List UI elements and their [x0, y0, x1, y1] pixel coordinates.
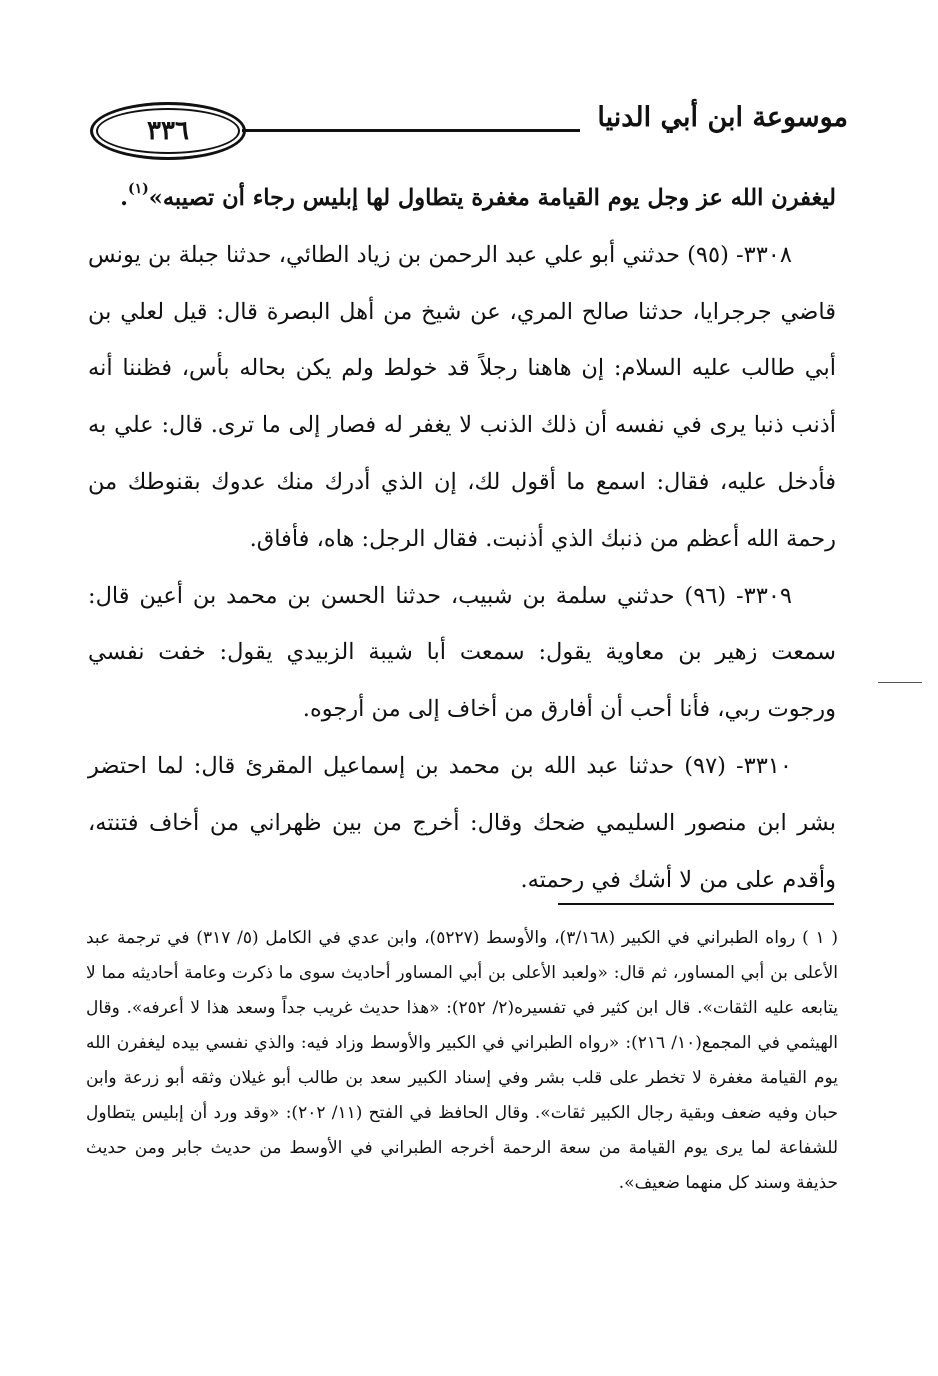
- hadith-3309: ٣٣٠٩- (٩٦) حدثني سلمة بن شبيب، حدثنا الحسن بن محمد بن أعين قال: سمعت زهير بن معاوية يقول: سمعت أبا شيبة الزبيدي يقول: خفت نفسي ورجوت ربي، فأنا أحب أن أفارق من أخاف إلى من أرجوه.: [88, 582, 836, 723]
- continuation-line: [88, 170, 836, 227]
- main-text: [88, 170, 836, 908]
- hadith-3310: ٣٣١٠- (٩٧) حدثنا عبد الله بن محمد بن إسماعيل المقرئ قال: لما احتضر بشر ابن منصور السليمي ضحك وقال: أخرج من بين ظهراني من أخاف فتنته، وأقدم على من لا أشك في رحمته.: [88, 752, 836, 893]
- hadith-3308: ٣٣٠٨- (٩٥) حدثني أبو علي عبد الرحمن بن زياد الطائي، حدثنا جبلة بن يونس قاضي جرجرايا، حدثنا صالح المري، عن شيخ من أهل البصرة قال: قيل لعلي بن أبي طالب عليه السلام: إن هاهنا رجلاً قد خولط ولم يكن بحاله بأس، فظننا أنه أذنب ذنبا يرى في نفسه أن ذلك الذنب لا يغفر له فصار إلى ما ترى. قال: علي به فأدخل عليه، فقال: اسمع ما أقول لك، إن الذي أدرك منك عدوك بقنوطك من رحمة الله أعظم من ذنبك الذي أذنبت. فقال الرجل: هاه، فأفاق.: [88, 241, 836, 552]
- footnote-reference: (١): [128, 181, 149, 197]
- running-title: موسوعة ابن أبي الدنيا: [597, 102, 848, 133]
- margin-mark: [878, 682, 922, 683]
- footnote-1: ( ١ ) رواه الطبراني في الكبير (٣/١٦٨)، والأوسط (٥٢٢٧)، وابن عدي في الكامل (٥/ ٣١٧) في ترجمة عبد الأعلى بن أبي المساور، ثم قال: «ولعبد الأعلى بن أبي المساور أحاديث سوى ما ذكرت وعامة أحاديثه مما لا يتابعه عليه الثقات». قال ابن كثير في تفسيره(٢/ ٢٥٢): «هذا حديث غريب جداً وسعد هذا لا أعرفه». وقال الهيثمي في المجمع(١٠/ ٢١٦): «رواه الطبراني في الكبير والأوسط وزاد فيه: والذي نفسي بيده ليغفرن الله يوم القيامة مغفرة لا تخطر على قلب بشر وفي إسناد الكبير سعد بن طالب أبو غيلان وثقه أبو زرعة وابن حبان وفيه ضعف وبقية رجال الكبير ثقات». وقال الحافظ في الفتح (١١/ ٢٠٢): «وقد ورد أن إبليس يتطاول للشفاعة لما يرى يوم القيامة من سعة الرحمة أخرجه الطبراني في الأوسط من حديث جابر ومن حديث حذيفة وسند كل منهما ضعيف».: [86, 928, 838, 1193]
- footnotes: [86, 921, 838, 1201]
- header-rule: [242, 129, 580, 132]
- continuation-text: ليغفرن الله عز وجل يوم القيامة مغفرة يتطاول لها إبليس رجاء أن تصيبه»: [148, 185, 836, 211]
- footnote-separator: [558, 903, 834, 905]
- continuation-end: .: [120, 185, 128, 211]
- page-number: ٣٣٦: [90, 102, 246, 160]
- page-header: [90, 92, 848, 168]
